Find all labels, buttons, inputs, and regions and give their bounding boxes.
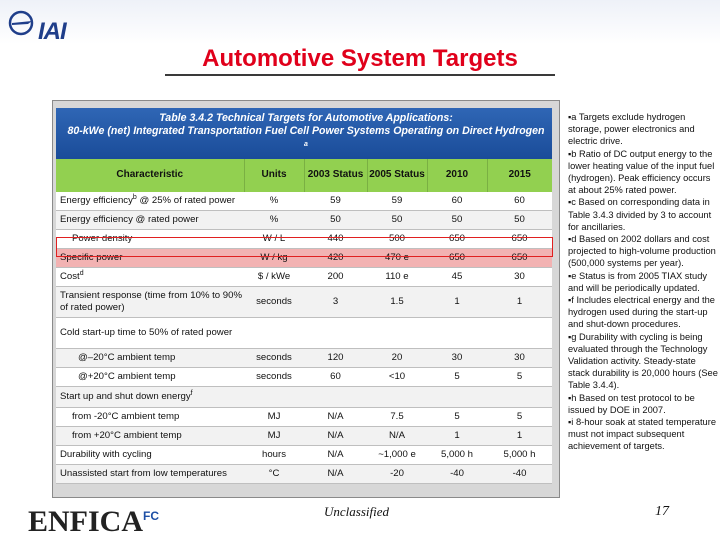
footnote: ▪a Targets exclude hydrogen storage, power electronics and electric drive.: [568, 112, 695, 147]
cell-characteristic: Cost$^d$: [56, 267, 244, 286]
cell-value: 50: [367, 210, 427, 229]
table-row: [56, 248, 552, 267]
aircraft-icon: [8, 10, 36, 36]
cell-characteristic: Specific power: [56, 248, 244, 267]
logo-text: IAI: [38, 18, 66, 45]
header-2005: 2005 Status: [367, 159, 427, 192]
cell-units: hours: [244, 445, 304, 464]
table-row: [56, 426, 552, 445]
footnote: ▪e Status is from 2005 TIAX study and will be periodically updated.: [568, 270, 708, 293]
table-row: [56, 286, 552, 317]
table-row: [56, 386, 552, 407]
cell-value: 20: [367, 348, 427, 367]
header-characteristic: Characteristic: [56, 159, 244, 192]
cell-value: 60: [427, 192, 487, 211]
cell-units: MJ: [244, 407, 304, 426]
cell-value: 1: [487, 286, 552, 317]
cell-value: 5: [487, 407, 552, 426]
page-title: Automotive System Targets: [202, 45, 518, 72]
table-row: [56, 229, 552, 248]
footnote: ▪d Based on 2002 dollars and cost projected to high-volume production (500,000 systems per year).: [568, 234, 716, 269]
classification-label: Unclassified: [324, 504, 389, 519]
header-units: Units: [244, 159, 304, 192]
cell-value: 59: [304, 192, 367, 211]
cell-value: 5,000 h: [487, 445, 552, 464]
cell-value: -20: [367, 464, 427, 483]
table-row: [56, 445, 552, 464]
cell-value: 1: [487, 426, 552, 445]
cell-value: [427, 386, 487, 407]
cell-value: 1: [427, 286, 487, 317]
cell-value: -40: [487, 464, 552, 483]
table-row: [56, 192, 552, 211]
cell-value: 30: [487, 267, 552, 286]
cell-value: 50: [304, 210, 367, 229]
footnotes: [568, 111, 718, 453]
cell-value: 5: [487, 367, 552, 386]
cell-value: 59: [367, 192, 427, 211]
cell-units: W / kg: [244, 248, 304, 267]
footnote: ▪f Includes electrical energy and the hydrogen used during the start-up and shut-down procedures.: [568, 295, 715, 330]
cell-value: 1.5: [367, 286, 427, 317]
header-2003: 2003 Status: [304, 159, 367, 192]
cell-value: [427, 317, 487, 348]
cell-value: 200: [304, 267, 367, 286]
header-2015: 2015: [487, 159, 552, 192]
cell-units: seconds: [244, 286, 304, 317]
cell-units: %: [244, 210, 304, 229]
cell-value: 60: [487, 192, 552, 211]
table-caption: Table 3.4.2 Technical Targets for Automotive Applications: 80-kWe (net) Integrated Transportation Fuel Cell Power Systems Operating on Direct Hydrogen $^a$: [56, 108, 552, 159]
title-underline: [165, 74, 555, 76]
cell-units: $ / kWe: [244, 267, 304, 286]
cell-value: N/A: [367, 426, 427, 445]
cell-characteristic: Energy efficiency$^b$ @ 25% of rated power: [56, 192, 244, 211]
cell-value: -40: [427, 464, 487, 483]
cell-value: 500: [367, 229, 427, 248]
table-row: [56, 367, 552, 386]
cell-value: ~1,000 e: [367, 445, 427, 464]
cell-value: [367, 317, 427, 348]
cell-value: 110 e: [367, 267, 427, 286]
cell-units: %: [244, 192, 304, 211]
cell-characteristic: Durability with cycling: [56, 445, 244, 464]
cell-characteristic: from -20°C ambient temp: [56, 407, 244, 426]
cell-value: 470 e: [367, 248, 427, 267]
enfica-logo: $ENFICA^{FC}$: [28, 505, 160, 538]
cell-value: 60: [304, 367, 367, 386]
cell-characteristic: @–20°C ambient temp: [56, 348, 244, 367]
cell-value: 50: [427, 210, 487, 229]
cell-value: [304, 317, 367, 348]
cell-value: <10: [367, 367, 427, 386]
cell-units: seconds: [244, 348, 304, 367]
table-row: [56, 407, 552, 426]
cell-value: [487, 317, 552, 348]
footnote: ▪c Based on corresponding data in Table 3.4.3 divided by 3 to account for ancillaries.: [568, 197, 712, 232]
header-band: [0, 0, 720, 44]
footnote: ▪b Ratio of DC output energy to the lower heating value of the input fuel (hydrogen). Peak efficiency occurs at about 25% rated power.: [568, 148, 715, 196]
table-header: [56, 159, 552, 192]
cell-value: 50: [487, 210, 552, 229]
footnote: ▪h Based on test protocol to be issued by DOE in 2007.: [568, 392, 695, 415]
cell-value: 5: [427, 367, 487, 386]
cell-characteristic: Cold start-up time to 50% of rated power: [56, 317, 244, 348]
cell-value: 650: [487, 229, 552, 248]
targets-table: [56, 108, 552, 484]
page-number: 17: [655, 504, 669, 519]
cell-units: [244, 386, 304, 407]
cell-value: 3: [304, 286, 367, 317]
cell-value: N/A: [304, 445, 367, 464]
cell-value: 7.5: [367, 407, 427, 426]
cell-value: 5: [427, 407, 487, 426]
cell-characteristic: Start up and shut down energy$^f$: [56, 386, 244, 407]
cell-value: 45: [427, 267, 487, 286]
cell-characteristic: Transient response (time from 10% to 90% of rated power): [56, 286, 244, 317]
iai-logo: [8, 10, 78, 45]
cell-value: [367, 386, 427, 407]
cell-units: °C: [244, 464, 304, 483]
cell-value: 1: [427, 426, 487, 445]
cell-value: 420: [304, 248, 367, 267]
cell-characteristic: Unassisted start from low temperatures: [56, 464, 244, 483]
cell-characteristic: from +20°C ambient temp: [56, 426, 244, 445]
cell-characteristic: @+20°C ambient temp: [56, 367, 244, 386]
table-row: [56, 317, 552, 348]
cell-value: 650: [427, 248, 487, 267]
table-row: [56, 267, 552, 286]
cell-value: [304, 386, 367, 407]
cell-value: 5,000 h: [427, 445, 487, 464]
cell-value: 650: [427, 229, 487, 248]
table-row: [56, 210, 552, 229]
cell-units: MJ: [244, 426, 304, 445]
table-row: [56, 348, 552, 367]
cell-characteristic: Power density: [56, 229, 244, 248]
header-2010: 2010: [427, 159, 487, 192]
cell-units: seconds: [244, 367, 304, 386]
cell-units: W / L: [244, 229, 304, 248]
footnote: ▪g Durability with cycling is being evaluated through the Technology Validation activity. Steady-state stack durability is 20,000 hours (See Table 3.4.4).: [568, 331, 718, 391]
cell-value: 650: [487, 248, 552, 267]
cell-value: 30: [427, 348, 487, 367]
footnote: ▪i 8-hour soak at stated temperature must not impact subsequent achievement of targets.: [568, 417, 716, 452]
table-row: [56, 464, 552, 483]
cell-value: 440: [304, 229, 367, 248]
cell-characteristic: Energy efficiency @ rated power: [56, 210, 244, 229]
cell-value: [487, 386, 552, 407]
cell-value: 120: [304, 348, 367, 367]
targets-table-wrap: [56, 108, 552, 484]
cell-value: N/A: [304, 407, 367, 426]
cell-value: N/A: [304, 464, 367, 483]
cell-units: [244, 317, 304, 348]
cell-value: N/A: [304, 426, 367, 445]
cell-value: 30: [487, 348, 552, 367]
